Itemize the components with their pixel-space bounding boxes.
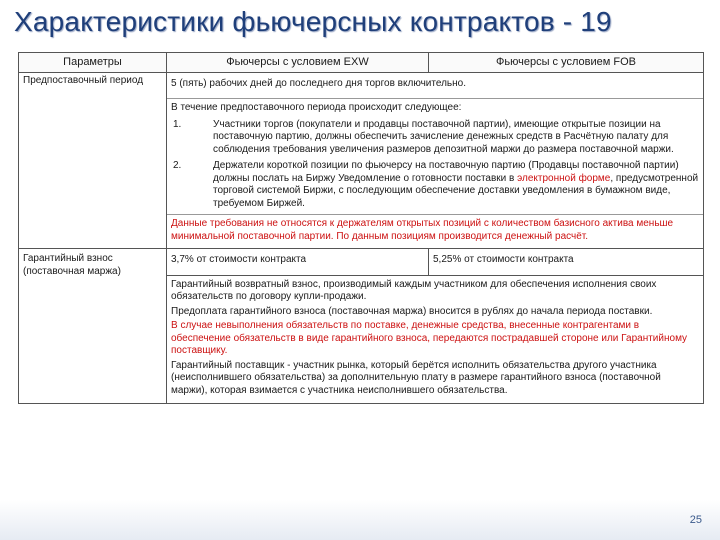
pre-delivery-intro: В течение предпоставочного периода происходит следующее: <box>171 102 462 113</box>
list-item: 1. Участники торгов (покупатели и продавцы поставочной партии), имеющие открытые позиции на поставочную партию, должны обеспечить зачисление денежных средств в Расчётную палату для соблюдения требования увеличения размеров депозитной маржи до размера поставочной маржи. <box>173 118 674 155</box>
header-exw: Фьючерсы с условием EXW <box>167 53 429 73</box>
table-row-guarantee <box>19 249 704 276</box>
table-header-row <box>19 53 704 73</box>
electronic-form-highlight: электронной форме <box>517 172 611 184</box>
slide-footer <box>0 500 720 540</box>
guarantee-paragraph: В случае невыполнения обязательств по поставке, денежные средства, внесенные контрагентами в обеспечение обязательств в виде гарантийного взноса, передаются пострадавшей стороне или Гарантийному поставщику. <box>171 320 688 356</box>
pre-delivery-note: Данные требования не относятся к держателям открытых позиций с количеством базисного актива меньше минимальной поставочной партии. По данным позициям производится денежный расчёт. <box>171 218 674 242</box>
guarantee-fob-value: 5,25% от стоимости контракта <box>429 249 704 276</box>
page-number: 25 <box>689 514 702 526</box>
requirements-list <box>171 119 699 211</box>
guarantee-label: Гарантийный взнос (поставочная маржа) <box>19 249 167 404</box>
guarantee-paragraph: Предоплата гарантийного взноса (поставочная маржа) вносится в рублях до начала периода поставки. <box>171 305 653 317</box>
guarantee-description <box>167 275 704 404</box>
futures-characteristics-table <box>18 52 704 404</box>
page-title: Характеристики фьючерсных контрактов - 19 <box>14 6 612 37</box>
guarantee-paragraph: Гарантийный возвратный взнос, производимый каждым участником для обеспечения исполнения своих обязательств по договору купли-продажи. <box>171 278 657 302</box>
pre-delivery-label: Предпоставочный период <box>19 72 167 249</box>
table-row-pre-delivery <box>19 72 704 249</box>
guarantee-exw-value: 3,7% от стоимости контракта <box>167 249 429 276</box>
pre-delivery-duration: 5 (пять) рабочих дней до последнего дня торгов включительно. <box>171 77 466 89</box>
list-item: 2. Держатели короткой позиции по фьючерсу на поставочную партию (Продавцы поставочной партии) должны послать на Биржу Уведомление о готовности поставки в электронной форме, предусмотренной торговой системой Биржи, с последующим обеспечение доставки уведомления в бумажном виде, требуемом Биржей. <box>173 160 699 209</box>
pre-delivery-content <box>167 72 704 249</box>
header-parameters: Параметры <box>19 53 167 73</box>
header-fob: Фьючерсы с условием FOB <box>429 53 704 73</box>
guarantee-paragraph: Гарантийный поставщик - участник рынка, который берётся исполнить обязательства другого участника (неисполнившего обязательства) за дополнительную плату в размере гарантийного взноса (поставочной маржи), которая взимается с участника неисполнившего обязательства. <box>171 359 661 396</box>
